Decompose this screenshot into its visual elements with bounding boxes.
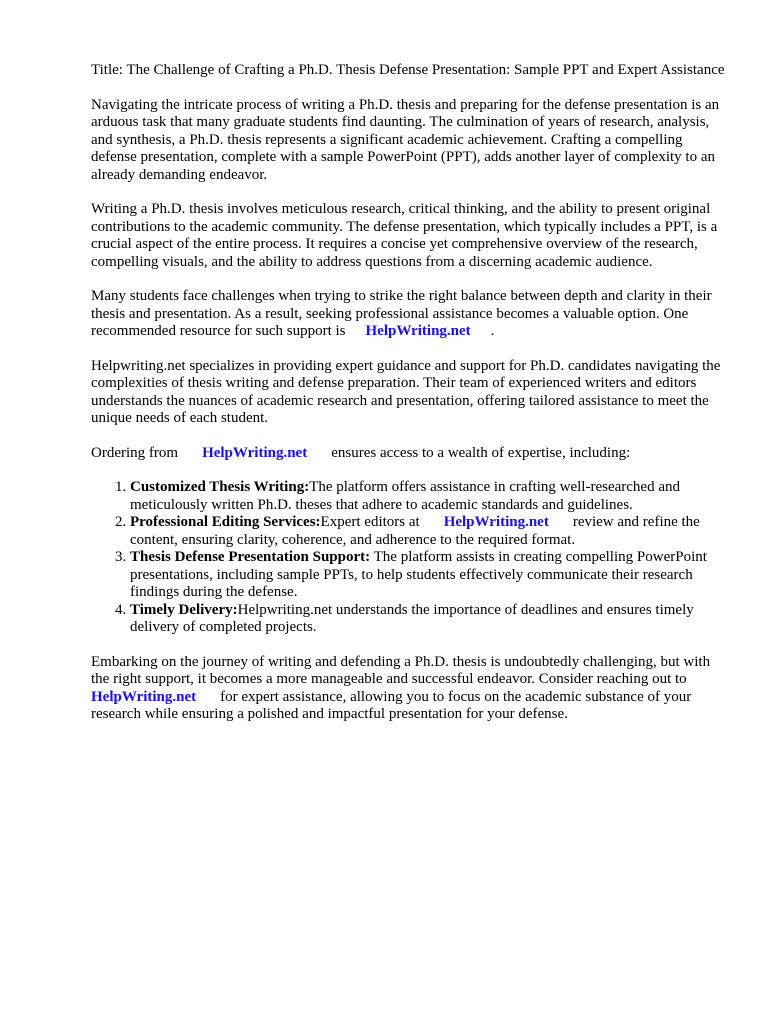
paragraph-intro: Navigating the intricate process of writing a Ph.D. thesis and preparing for the defense presentation is an arduous task that many graduate students find daunting. The culmination of years of research, analysis, and synthesis, a Ph.D. thesis represents a significant academic achievement. Crafting a compelling defense presentation, complete with a sample PowerPoint (PPT), adds another layer of complexity to an already demanding endeavor. xyxy=(91,96,720,183)
paragraph-about-service: Helpwriting.net specializes in providing expert guidance and support for Ph.D. candidates navigating the complexities of thesis writing and defense preparation. Their team of experienced writers and editors understands the nuances of academic research and presentation, offering tailored assistance to meet the unique needs of each student. xyxy=(91,357,721,426)
list-item-text: Expert editors at xyxy=(320,514,420,530)
document-page xyxy=(91,62,731,741)
list-item xyxy=(130,602,731,637)
list-item-text: The platform offers assistance in crafting well-researched and meticulously written Ph.D. theses that adhere to academic standards and guidelines. xyxy=(130,479,680,513)
document-title: Title: The Challenge of Crafting a Ph.D. Thesis Defense Presentation: Sample PPT and Expert Assistance xyxy=(91,62,725,78)
list-item-term: Timely Delivery: xyxy=(130,601,238,618)
paragraph-conclusion xyxy=(91,654,731,724)
paragraph-conclusion-end: for expert assistance, allowing you to focus on the academic substance of your research while ensuring a polished and impactful presentation for your defense. xyxy=(91,688,692,722)
list-item-text-end: review and refine the content, ensuring clarity, coherence, and adherence to the required format. xyxy=(130,514,700,548)
list-item-text: The platform assists in creating compelling PowerPoint presentations, including sample PPTs, to help students effectively communicate their research findings during the defense. xyxy=(130,549,707,600)
paragraph-thesis-requirements: Writing a Ph.D. thesis involves meticulous research, critical thinking, and the ability to present original contributions to the academic community. The defense presentation, which typically includes a PPT, is a crucial aspect of the entire process. It requires a concise yet comprehensive overview of the research, compelling visuals, and the ability to address questions from a discerning academic audience. xyxy=(91,201,718,270)
paragraph-ordering xyxy=(91,445,731,463)
paragraph-challenges-end: . xyxy=(490,323,495,339)
paragraph-challenges xyxy=(91,288,731,341)
helpwriting-link-3[interactable]: HelpWriting.net xyxy=(443,514,549,530)
list-item-text: Helpwriting.net understands the importance of deadlines and ensures timely delivery of completed projects. xyxy=(130,601,694,635)
paragraph-conclusion-start: Embarking on the journey of writing and defending a Ph.D. thesis is undoubtedly challenging, but with the right support, it becomes a more manageable and successful endeavor. Consider reaching out to xyxy=(91,653,711,687)
list-item xyxy=(130,514,731,549)
helpwriting-link-4[interactable]: HelpWriting.net xyxy=(91,688,197,705)
list-item xyxy=(130,549,731,602)
list-item-term: Customized Thesis Writing: xyxy=(130,479,310,495)
paragraph-challenges-text: Many students face challenges when trying to strike the right balance between depth and clarity in their thesis and presentation. As a result, seeking professional assistance becomes a valuable option. One recommended resource for such support is xyxy=(91,288,712,339)
helpwriting-link-2[interactable]: HelpWriting.net xyxy=(202,444,308,461)
list-item xyxy=(130,479,731,514)
list-item-term: Thesis Defense Presentation Support: xyxy=(130,549,371,565)
paragraph-ordering-end: ensures access to a wealth of expertise, including: xyxy=(331,444,631,461)
helpwriting-link-1[interactable]: HelpWriting.net xyxy=(365,323,471,339)
expertise-list xyxy=(91,479,731,637)
list-item-term: Professional Editing Services: xyxy=(130,514,321,530)
paragraph-ordering-start: Ordering from xyxy=(91,444,179,461)
